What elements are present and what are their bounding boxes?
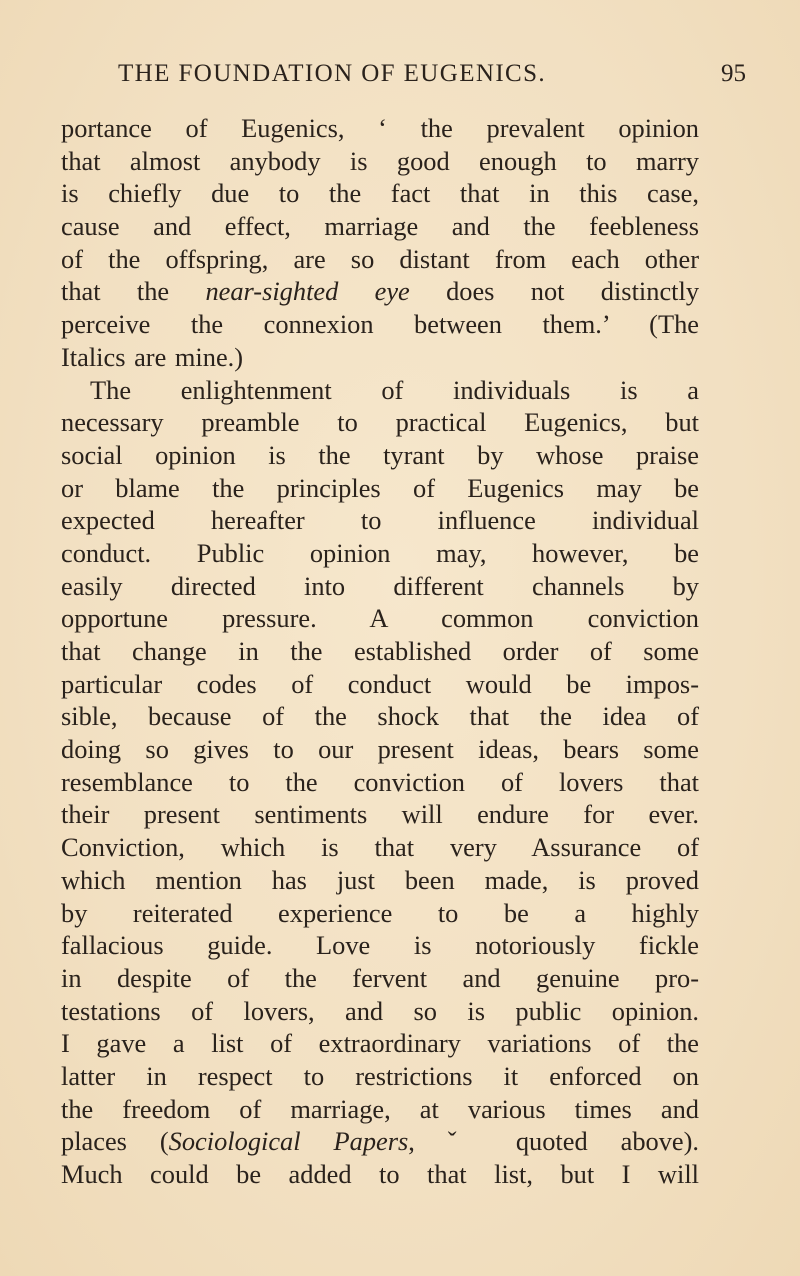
body-text <box>61 112 699 1191</box>
text-segment: that the <box>61 276 206 307</box>
text-line: or blame the principles of Eugenics may be <box>61 472 699 503</box>
running-head <box>118 60 746 100</box>
text-line: doing so gives to our present ideas, bears some <box>61 734 699 765</box>
text-line: easily directed into different channels by <box>61 570 699 601</box>
text-line: The enlightenment of individuals is a <box>90 374 699 405</box>
text-line: resemblance to the conviction of lovers that <box>61 766 699 797</box>
text-line: social opinion is the tyrant by whose praise <box>61 439 699 470</box>
text-segment: places ( <box>61 1126 169 1157</box>
text-line: expected hereafter to influence individual <box>61 505 699 536</box>
italic-phrase: Sociological Papers <box>168 1126 409 1157</box>
text-line: Much could be added to that list, but I will <box>61 1159 699 1189</box>
page-number: 95 <box>721 60 746 87</box>
text-line: I gave a list of extraordinary variations of the <box>61 1028 699 1059</box>
text-line: by reiterated experience to be a highly <box>61 897 699 928</box>
text-line: Conviction, which is that very Assurance of <box>61 832 699 863</box>
text-line: perceive the connexion between them.’ (The <box>61 309 699 340</box>
text-line: cause and effect, marriage and the feebleness <box>61 211 699 242</box>
text-line: conduct. Public opinion may, however, be <box>61 537 699 568</box>
text-line: particular codes of conduct would be impos- <box>61 668 699 699</box>
text-line: necessary preamble to practical Eugenics, but <box>61 407 699 438</box>
text-line: their present sentiments will endure for ever. <box>61 799 699 830</box>
text-line: portance of Eugenics, ‘ the prevalent opinion <box>61 113 699 143</box>
text-line: that change in the established order of some <box>61 636 699 666</box>
text-line: sible, because of the shock that the idea of <box>61 701 699 732</box>
text-line: latter in respect to restrictions it enforced on <box>61 1060 699 1091</box>
text-line: in despite of the fervent and genuine pro- <box>61 962 699 993</box>
text-line: of the offspring, are so distant from each other <box>61 243 699 274</box>
text-line <box>61 1125 699 1158</box>
text-line: testations of lovers, and so is public opinion. <box>61 995 699 1026</box>
text-segment: , ˇ quoted above). <box>408 1126 699 1157</box>
text-line: fallacious guide. Love is notoriously fickle <box>61 930 699 961</box>
text-line: Italics are mine.) <box>61 341 244 372</box>
text-line: opportune pressure. A common conviction <box>61 603 699 634</box>
text-line <box>61 275 699 308</box>
text-line: that almost anybody is good enough to marry <box>61 145 699 176</box>
text-line: the freedom of marriage, at various times and <box>61 1093 699 1124</box>
text-line: which mention has just been made, is proved <box>61 864 699 895</box>
italic-phrase: near-sighted eye <box>205 276 410 307</box>
text-line: is chiefly due to the fact that in this case, <box>61 178 699 209</box>
running-title: THE FOUNDATION OF EUGENICS. <box>118 60 547 87</box>
text-segment: does not distinctly <box>409 276 700 307</box>
